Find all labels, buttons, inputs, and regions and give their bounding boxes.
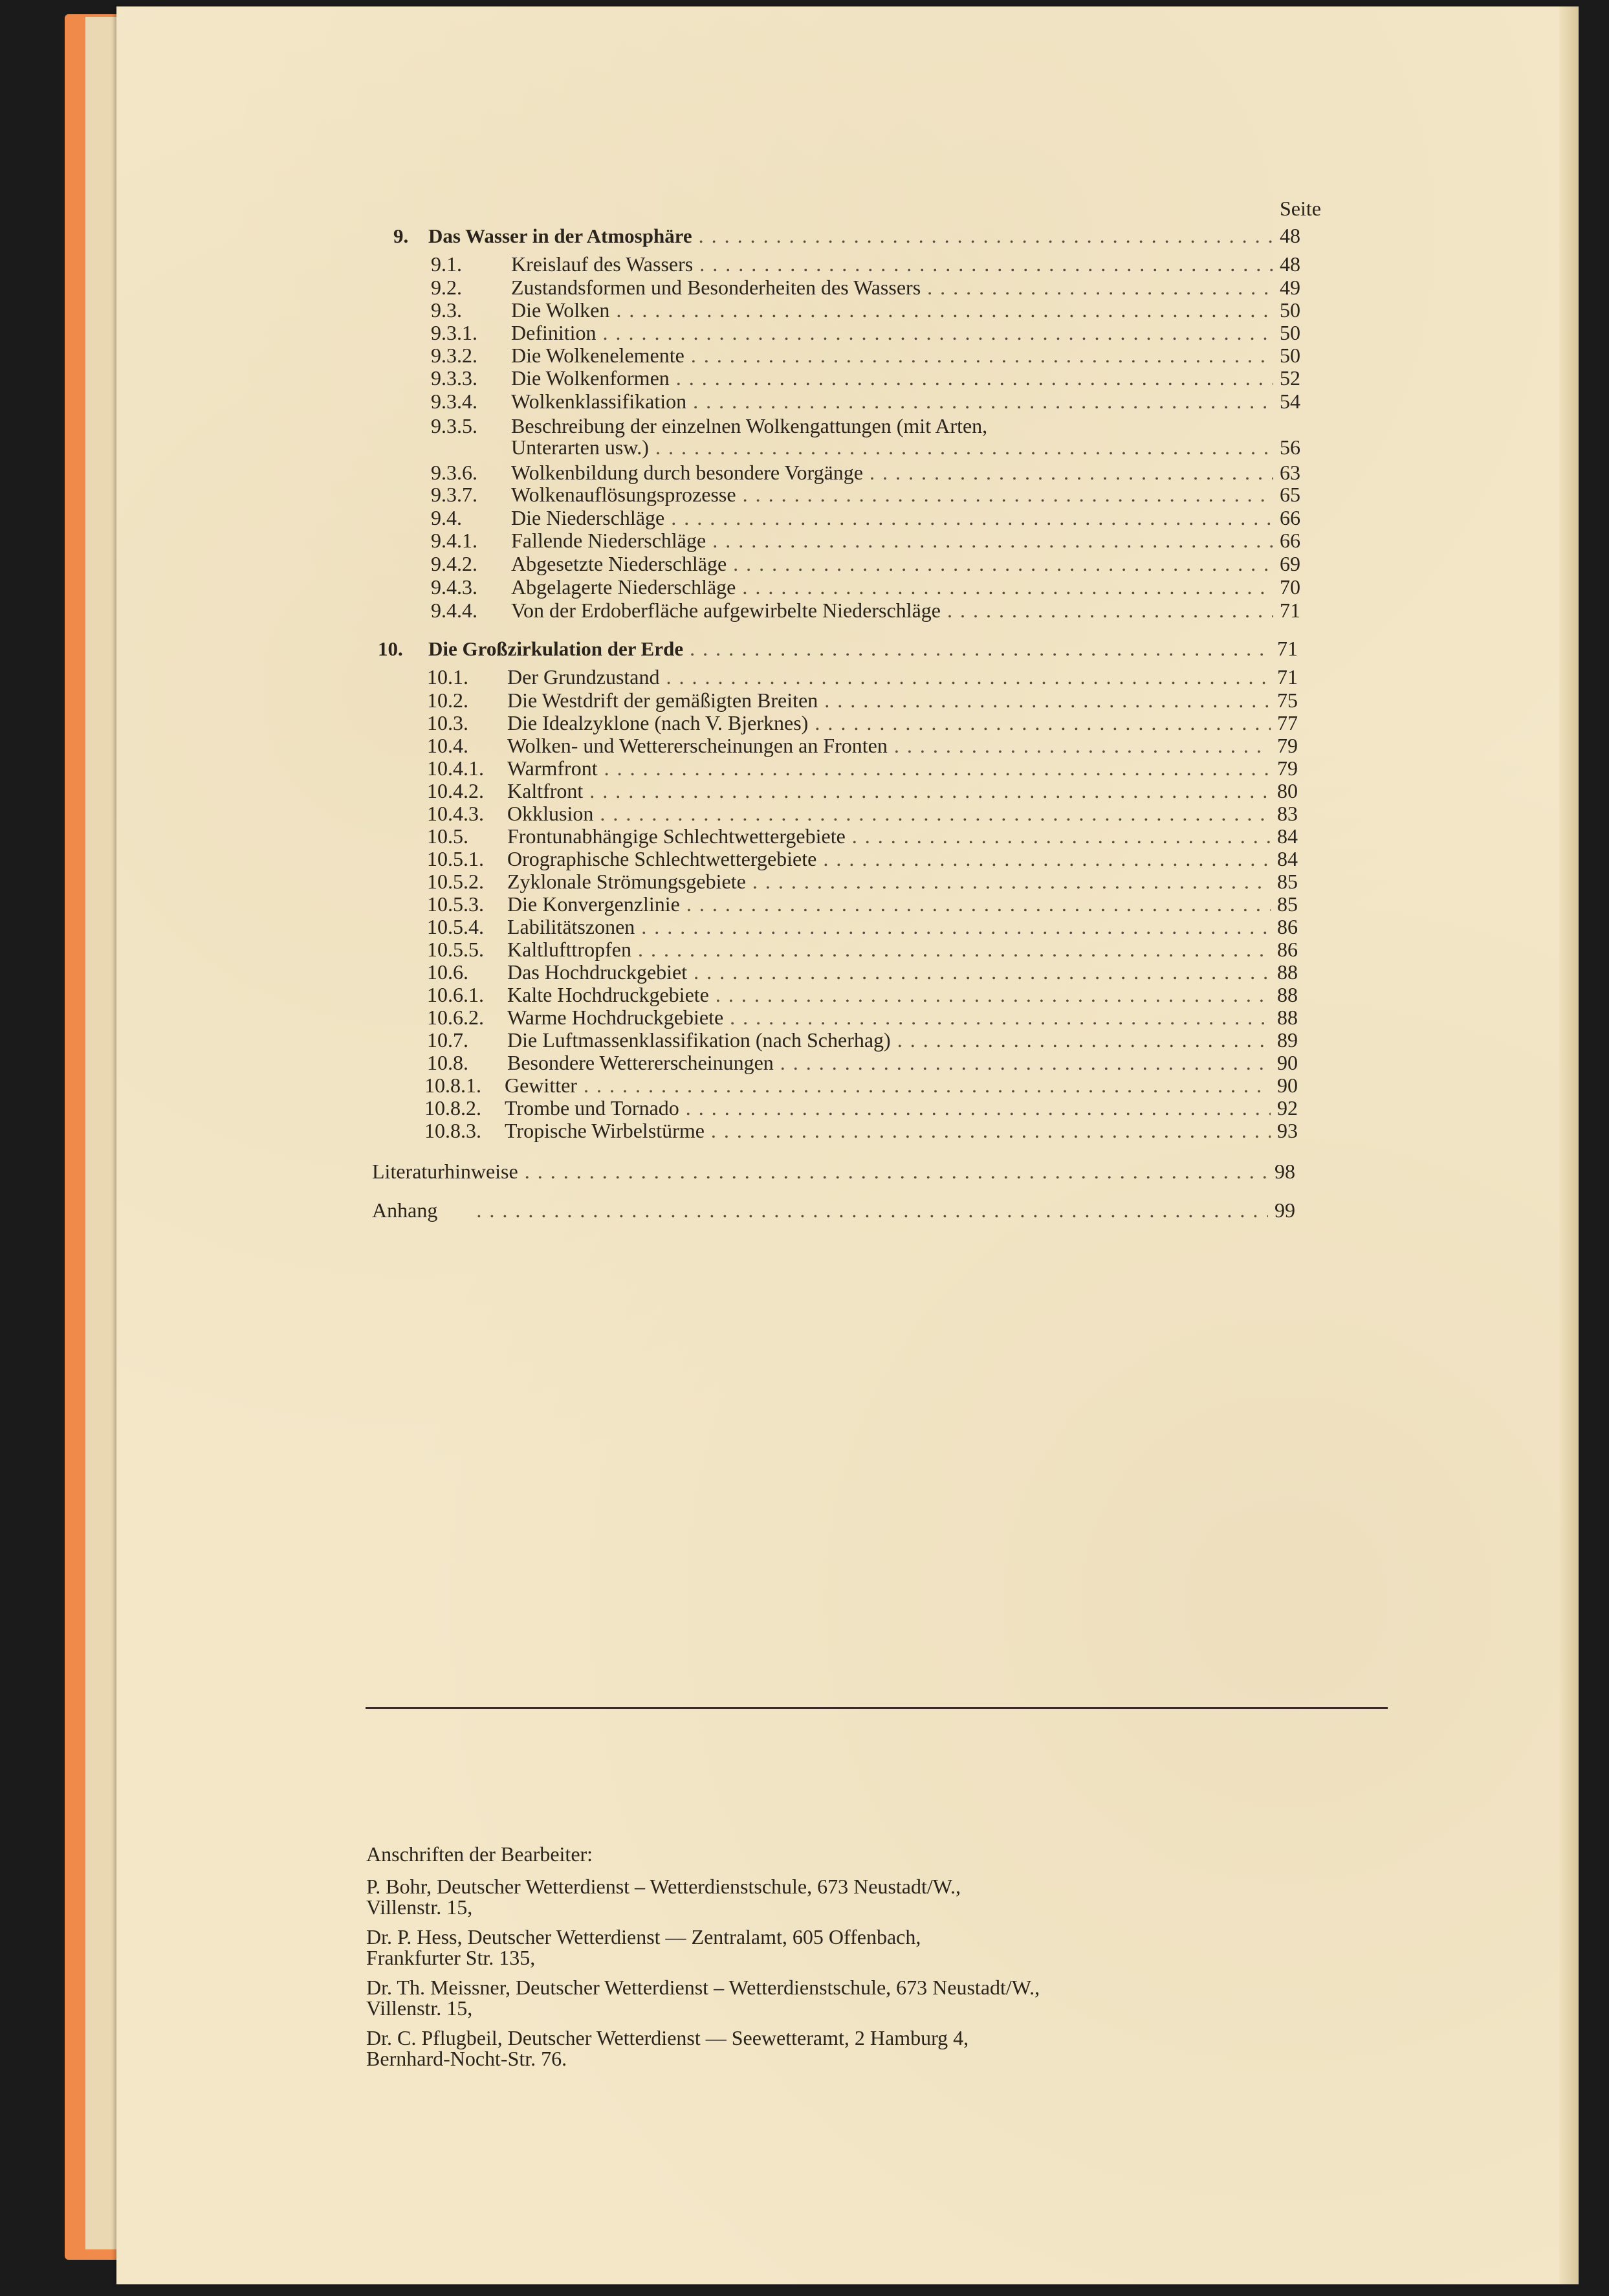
toc-entry	[427, 756, 1309, 782]
toc-label: Fallende Niederschläge	[511, 529, 706, 552]
leader-dots	[712, 529, 1273, 553]
toc-entry	[424, 1074, 1309, 1099]
toc-label: Warme Hochdruckgebiete	[507, 1006, 724, 1029]
toc-number: 10.7.	[427, 1028, 468, 1052]
toc-entry	[431, 276, 1312, 302]
leader-dots	[616, 298, 1273, 322]
toc-label: Wolkenklassifikation	[511, 390, 687, 413]
toc-number: 9.3.1.	[431, 321, 477, 344]
toc-number: 10.3.	[427, 711, 468, 734]
toc-label: Tropische Wirbelstürme	[505, 1119, 705, 1142]
toc-page: 69	[1280, 552, 1300, 575]
leader-dots	[589, 779, 1271, 803]
toc-page: 80	[1277, 779, 1298, 802]
toc-number: 9.4.	[431, 506, 462, 529]
toc-number: 10.4.	[427, 734, 468, 757]
toc-entry	[424, 1119, 1309, 1145]
addresses-heading: Anschriften der Bearbeiter:	[366, 1842, 593, 1866]
leader-dots	[742, 575, 1273, 599]
toc-label: Labilitätszonen	[507, 915, 635, 938]
leader-dots	[699, 224, 1273, 248]
toc-entry-literature	[372, 1160, 1307, 1186]
toc-page: 48	[1280, 252, 1300, 276]
toc-page: 88	[1277, 960, 1298, 984]
toc-page: 65	[1280, 483, 1300, 506]
leader-dots	[743, 483, 1273, 507]
leader-dots	[525, 1160, 1268, 1184]
toc-page: 92	[1277, 1096, 1298, 1120]
leader-dots	[604, 756, 1271, 780]
address-line: Dr. Th. Meissner, Deutscher Wetterdienst – Wetterdienstschule, 673 Neustadt/W.,	[366, 1976, 1040, 1999]
leader-dots	[584, 1074, 1271, 1098]
toc-label: Die Wolkenformen	[511, 366, 670, 390]
toc-label: Von der Erdoberfläche aufgewirbelte Niederschläge	[511, 599, 941, 622]
toc-page: 89	[1277, 1028, 1298, 1052]
toc-number: 10.4.3.	[427, 802, 484, 825]
toc-label: Zyklonale Strömungsgebiete	[507, 870, 746, 893]
toc-number: 10.6.1.	[427, 983, 484, 1006]
toc-label: Wolkenbildung durch besondere Vorgänge	[511, 461, 863, 484]
address-line: Frankfurter Str. 135,	[366, 1946, 536, 1969]
leader-dots	[852, 824, 1271, 848]
toc-number: 10.5.	[427, 824, 468, 848]
seite-header: Seite	[1280, 197, 1321, 220]
toc-page: 88	[1277, 1006, 1298, 1029]
toc-number: 10.8.	[427, 1051, 468, 1074]
leader-dots	[699, 252, 1273, 276]
leader-dots	[894, 734, 1271, 758]
toc-page: 90	[1277, 1074, 1298, 1097]
toc-entry	[427, 938, 1309, 964]
leader-dots	[947, 599, 1273, 623]
toc-number: 9.3.2.	[431, 344, 477, 367]
toc-label: Literaturhinweise	[372, 1160, 518, 1183]
toc-label: Trombe und Tornado	[505, 1096, 679, 1120]
leader-dots	[870, 461, 1273, 485]
toc-entry	[427, 824, 1309, 850]
toc-number: 10.	[378, 637, 403, 660]
leader-dots	[824, 689, 1271, 712]
toc-number: 10.4.1.	[427, 756, 484, 780]
toc-entry	[427, 665, 1309, 691]
toc-number: 10.8.3.	[424, 1119, 481, 1142]
toc-number: 9.3.5.	[431, 414, 477, 437]
toc-label: Die Konvergenzlinie	[507, 892, 680, 916]
toc-label: Okklusion	[507, 802, 594, 825]
toc-page: 77	[1277, 711, 1298, 734]
toc-entry	[427, 1028, 1309, 1054]
toc-entry	[427, 1051, 1309, 1077]
toc-label: Orographische Schlechtwettergebiete	[507, 847, 817, 870]
toc-entry	[431, 366, 1312, 392]
toc-page: 85	[1277, 870, 1298, 893]
toc-page: 50	[1280, 321, 1300, 344]
leader-dots	[693, 390, 1273, 414]
toc-page: 52	[1280, 366, 1300, 390]
toc-page: 98	[1275, 1160, 1295, 1183]
toc-entry	[427, 892, 1309, 918]
toc-label: Besondere Wettererscheinungen	[507, 1051, 774, 1074]
toc-entry	[431, 344, 1312, 370]
toc-page: 66	[1280, 506, 1300, 529]
leader-dots	[690, 637, 1271, 661]
toc-page: 66	[1280, 529, 1300, 552]
toc-page: 84	[1277, 847, 1298, 870]
toc-number: 9.3.	[431, 298, 462, 322]
toc-number: 10.1.	[427, 665, 468, 689]
toc-label: Beschreibung der einzelnen Wolkengattungen (mit Arten,	[511, 414, 988, 437]
toc-page: 79	[1277, 734, 1298, 757]
toc-page: 93	[1277, 1119, 1298, 1142]
toc-label-continuation: Unterarten usw.)	[511, 436, 649, 459]
toc-label: Zustandsformen und Besonderheiten des Wassers	[511, 276, 921, 299]
toc-number: 10.5.2.	[427, 870, 484, 893]
toc-entry	[431, 529, 1312, 555]
toc-number: 9.2.	[431, 276, 462, 299]
toc-entry	[424, 1096, 1309, 1122]
toc-number: 10.5.3.	[427, 892, 484, 916]
leader-dots	[638, 938, 1271, 962]
toc-label: Die Wolken	[511, 298, 610, 322]
toc-label: Warmfront	[507, 756, 598, 780]
toc-page: 86	[1277, 915, 1298, 938]
toc-page: 75	[1277, 689, 1298, 712]
toc-entry	[427, 847, 1309, 873]
toc-label: Kalte Hochdruckgebiete	[507, 983, 709, 1006]
leader-dots	[686, 892, 1271, 916]
leader-dots	[666, 665, 1271, 689]
toc-label: Definition	[511, 321, 597, 344]
toc-page: 84	[1277, 824, 1298, 848]
toc-label: Anhang	[372, 1198, 438, 1222]
toc-page: 83	[1277, 802, 1298, 825]
toc-label: Abgesetzte Niederschläge	[511, 552, 727, 575]
toc-page: 71	[1277, 637, 1298, 660]
leader-dots	[823, 847, 1271, 871]
toc-page: 48	[1280, 224, 1300, 247]
toc-number: 9.3.3.	[431, 366, 477, 390]
toc-entry	[427, 779, 1309, 805]
toc-label: Die Wolkenelemente	[511, 344, 684, 367]
toc-entry	[431, 321, 1312, 347]
toc-label: Die Großzirkulation der Erde	[428, 637, 684, 660]
toc-entry-chapter	[378, 637, 1309, 663]
leader-dots	[600, 802, 1271, 826]
toc-page: 90	[1277, 1051, 1298, 1074]
leader-dots	[733, 552, 1273, 576]
horizontal-rule	[366, 1707, 1388, 1709]
toc-entry	[427, 689, 1309, 714]
leader-dots	[716, 983, 1271, 1007]
toc-number: 10.6.2.	[427, 1006, 484, 1029]
toc-page: 70	[1280, 575, 1300, 599]
toc-entry	[427, 983, 1309, 1009]
toc-page: 50	[1280, 344, 1300, 367]
toc-entry	[427, 802, 1309, 828]
toc-number: 10.5.5.	[427, 938, 484, 961]
toc-page: 85	[1277, 892, 1298, 916]
leader-dots	[927, 276, 1273, 300]
toc-number: 9.4.2.	[431, 552, 477, 575]
toc-label: Kaltfront	[507, 779, 584, 802]
toc-page: 71	[1277, 665, 1298, 689]
toc-label: Das Hochdruckgebiet	[507, 960, 688, 984]
toc-number: 10.6.	[427, 960, 468, 984]
leader-dots	[711, 1119, 1271, 1143]
toc-page: 71	[1280, 599, 1300, 622]
toc-number: 9.3.7.	[431, 483, 477, 506]
address-line: Villenstr. 15,	[366, 1996, 473, 2020]
toc-number: 9.4.4.	[431, 599, 477, 622]
toc-label: Der Grundzustand	[507, 665, 660, 689]
toc-label: Abgelagerte Niederschläge	[511, 575, 736, 599]
toc-entry	[431, 483, 1312, 509]
toc-page: 56	[1280, 436, 1300, 459]
leader-dots	[815, 711, 1271, 735]
toc-entry	[427, 734, 1309, 760]
toc-label: Das Wasser in der Atmosphäre	[428, 225, 692, 247]
toc-number: 9.3.4.	[431, 390, 477, 413]
leader-dots	[603, 321, 1273, 345]
toc-entry	[431, 390, 1312, 415]
leader-dots	[686, 1096, 1271, 1120]
toc-number: 10.2.	[427, 689, 468, 712]
toc-page: 79	[1277, 756, 1298, 780]
toc-entry-appendix	[372, 1198, 1307, 1224]
toc-number: 10.5.1.	[427, 847, 484, 870]
toc-page: 50	[1280, 298, 1300, 322]
toc-page: 88	[1277, 983, 1298, 1006]
toc-number: 9.3.6.	[431, 461, 477, 484]
toc-number: 9.1.	[431, 252, 462, 276]
page-edge	[1559, 6, 1579, 2284]
leader-dots	[780, 1051, 1271, 1075]
toc-page: 99	[1275, 1198, 1295, 1222]
leader-dots	[476, 1198, 1268, 1222]
toc-number: 9.4.3.	[431, 575, 477, 599]
toc-page: 86	[1277, 938, 1298, 961]
address-line: Dr. P. Hess, Deutscher Wetterdienst — Zentralamt, 605 Offenbach,	[366, 1925, 921, 1948]
toc-entry	[427, 1006, 1309, 1032]
toc-number: 10.8.2.	[424, 1096, 481, 1120]
toc-number: 9.4.1.	[431, 529, 477, 552]
toc-number: 10.4.2.	[427, 779, 484, 802]
toc-label: Die Idealzyklone (nach V. Bjerknes)	[507, 711, 809, 734]
toc-entry	[431, 552, 1312, 578]
leader-dots	[691, 344, 1273, 368]
toc-entry	[427, 960, 1309, 986]
toc-entry	[427, 915, 1309, 941]
toc-entry	[427, 870, 1309, 896]
toc-entry-chapter	[393, 224, 1312, 250]
leader-dots	[730, 1006, 1271, 1030]
address-line: Villenstr. 15,	[366, 1895, 473, 1919]
toc-label: Wolken- und Wettererscheinungen an Fronten	[507, 734, 888, 757]
toc-entry	[431, 599, 1312, 624]
address-line: P. Bohr, Deutscher Wetterdienst – Wetterdienstschule, 673 Neustadt/W.,	[366, 1875, 961, 1898]
toc-page: 63	[1280, 461, 1300, 484]
toc-label: Gewitter	[505, 1074, 577, 1097]
toc-entry	[431, 506, 1312, 532]
leader-dots	[676, 366, 1273, 390]
toc-entry	[431, 575, 1312, 601]
toc-number: 10.5.4.	[427, 915, 484, 938]
leader-dots	[641, 915, 1271, 939]
leader-dots	[752, 870, 1271, 894]
toc-entry	[431, 298, 1312, 324]
address-line: Bernhard-Nocht-Str. 76.	[366, 2047, 567, 2070]
leader-dots	[897, 1028, 1271, 1052]
toc-number: 9.	[393, 225, 409, 247]
toc-label: Wolkenauflösungsprozesse	[511, 483, 736, 506]
toc-label: Kaltlufttropfen	[507, 938, 631, 961]
toc-label: Frontunabhängige Schlechtwettergebiete	[507, 824, 846, 848]
toc-entry	[427, 711, 1309, 737]
toc-entry-continuation	[511, 436, 1312, 461]
toc-entry	[431, 252, 1312, 278]
toc-page: 49	[1280, 276, 1300, 299]
toc-label: Kreislauf des Wassers	[511, 252, 694, 276]
toc-label: Die Luftmassenklassifikation (nach Scherhag)	[507, 1028, 891, 1052]
leader-dots	[671, 506, 1273, 530]
toc-page: 54	[1280, 390, 1300, 413]
leader-dots	[655, 436, 1273, 459]
toc-label: Die Westdrift der gemäßigten Breiten	[507, 689, 818, 712]
toc-label: Die Niederschläge	[511, 506, 665, 529]
leader-dots	[694, 960, 1271, 984]
toc-number: 10.8.1.	[424, 1074, 481, 1097]
address-line: Dr. C. Pflugbeil, Deutscher Wetterdienst — Seewetteramt, 2 Hamburg 4,	[366, 2026, 969, 2049]
